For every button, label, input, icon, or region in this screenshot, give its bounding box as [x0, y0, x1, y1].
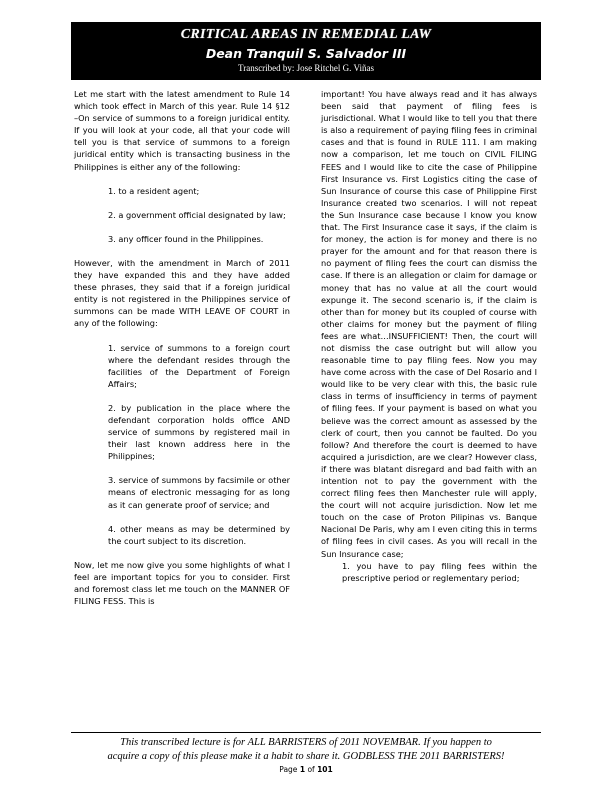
page-header — [71, 22, 541, 80]
document-title: CRITICAL AREAS IN REMEDIAL LAW — [180, 27, 432, 42]
page-footer — [71, 732, 541, 774]
footer-note-line: This transcribed lecture is for ALL BARRISTERS of 2011 NOVEMBAR. If you happen to — [120, 737, 492, 748]
paragraph: Let me start with the latest amendment to Rule 14 which took effect in March of this year. Rule 14 §12 –On service of summons to a foreign juridical entity. If you will look at your code, all that your code will tell you is that service of summons to a foreign juridical entity which is transacting business in the Philippines is either any of the following: — [74, 89, 290, 172]
list-item: 1. to a resident agent; — [108, 185, 200, 196]
list-item: 3. any officer found in the Philippines. — [108, 233, 264, 244]
left-column — [74, 88, 290, 607]
list-item: 3. service of summons by facsimile or other means of electronic messaging for as long as it can generate proof of service; and — [108, 475, 290, 510]
author-name: Dean Tranquil S. Salvador III — [205, 46, 407, 61]
paragraph: Now, let me now give you some highlights of what I feel are important topics for you to consider. First and foremost class let me touch on the MANNER OF FILING FESS. This is — [74, 559, 290, 607]
footer-divider — [71, 732, 541, 733]
paragraph: However, with the amendment in March of 2011 they have expanded this and they have added these phrases, they said that if a foreign juridical entity is not registered in the Philippines service of summons can be made WITH LEAVE OF COURT in any of the following: — [74, 257, 290, 329]
page-total: 101 — [317, 765, 333, 774]
list-item: 1. service of summons to a foreign court where the defendant resides through the facilities of the Department of Foreign Affairs; — [108, 342, 290, 389]
list-item: 2. a government official designated by law; — [108, 209, 286, 220]
list-item: 2. by publication in the place where the defendant corporation holds office AND service of summons by registered mail in their last known address here in the Philippines; — [108, 402, 290, 462]
footer-note — [71, 736, 541, 764]
page-counter — [71, 765, 541, 774]
page-word: Page — [279, 765, 298, 774]
list-item: 1. you have to pay filing fees within the prescriptive period or reglementary period; — [342, 560, 537, 583]
of-word: of — [307, 765, 315, 774]
page-number: 1 — [299, 765, 306, 774]
transcriber-credit: Transcribed by: Jose Ritchel G. Viñas — [238, 63, 374, 73]
footer-note-line: acquire a copy of this please make it a habit to share it. GODBLESS THE 2011 BARRISTERS! — [107, 751, 505, 762]
list-item: 4. other means as may be determined by the court subject to its discretion. — [108, 523, 290, 546]
paragraph: important! You have always read and it has always been said that payment of filing fees is jurisdictional. What I would like to tell you that there is also a requirement of paying filing fees in criminal cases and that is found in RULE 111. I am making now a comparison, let me touch on CIVIL FILING FEES and I would like to cite the case of Philippine First Insurance vs. First Logistics citing the case of Sun Insurance of course this case of Philippine First Insurance created two scenarios. I will not repeat the Sun Insurance case because I know you know that. The First Insurance case it says, if the claim is for money, the action is for money and there is no prayer for the amount and for that reason there is no payment of filing fees the court can dismiss the case. If there is an allegation or claim for damage or money that has no value at all the court would expunge it. The second scenario is, if the claim is other than for money but its coupled of course with other claims for money but the payment of filing fees are what…INSUFFICIENT! Then, the court will not dismiss the case outright but will allow you reasonable time to pay filing fees. Now you may have come across with the case of Del Rosario and I would like to be very clear with this, the basic rule class in terms of insufficiency in terms of payment of filing fees. If your payment is based on what you believe was the correct amount as assessed by the clerk of court, then you cannot be faulted. Do you follow? And therefore the court is deemed to have acquired a jurisdiction, are we clear? However class, if there was blatant disregard and bad faith with an intention not to pay the government with the correct filing fees then Manchester rule will apply, the court will not acquire jurisdiction. Now let me touch on the case of Proton Pilipinas vs. Banque Nacional De Paris, why am I even citing this in terms of filing fees in civil cases. As you will recall in the Sun Insurance case; — [321, 89, 537, 559]
right-column — [321, 88, 537, 584]
